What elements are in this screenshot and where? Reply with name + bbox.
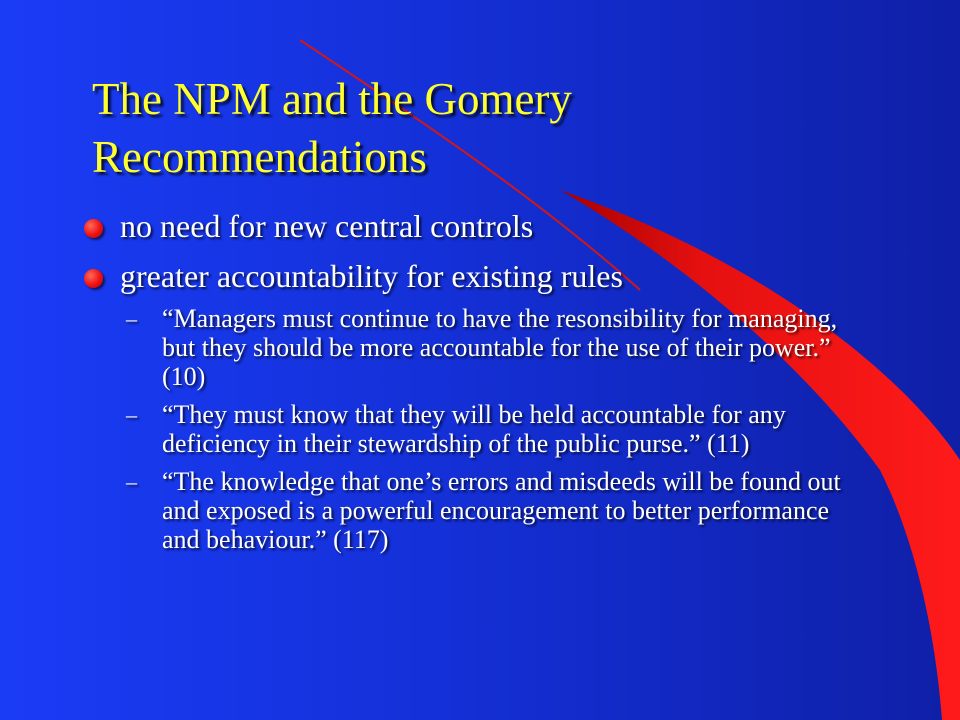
- red-bullet-icon: [84, 269, 103, 288]
- sub-bullet-text: “The knowledge that one’s errors and misdeeds will be found out and exposed is a powerful encouragement to better performance and behaviour.” (117): [162, 467, 841, 554]
- bullet-text: no need for new central controls: [120, 208, 534, 244]
- slide-title: [92, 70, 872, 186]
- dash-icon: –: [126, 469, 137, 494]
- title-line-1: The NPM and the Gomery: [92, 74, 572, 124]
- sub-bullet-list: [84, 304, 904, 554]
- sub-bullet-text: “Managers must continue to have the resonsibility for managing, but they should be more accountable for the use of their power.” (10): [162, 304, 838, 391]
- sub-bullet-item: [84, 467, 862, 554]
- bullet-text: greater accountability for existing rules: [120, 258, 623, 294]
- sub-bullet-text: “They must know that they will be held accountable for any deficiency in their stewardship of the public purse.” (11): [162, 400, 786, 458]
- sub-bullet-item: [84, 304, 862, 391]
- sub-bullet-item: [84, 400, 862, 458]
- bullet-item: [84, 256, 904, 554]
- bullet-list: [84, 206, 904, 564]
- title-line-2: Recommendations: [92, 132, 427, 182]
- red-bullet-icon: [84, 219, 103, 238]
- dash-icon: –: [126, 306, 137, 331]
- dash-icon: –: [126, 402, 137, 427]
- bullet-item: [84, 206, 904, 246]
